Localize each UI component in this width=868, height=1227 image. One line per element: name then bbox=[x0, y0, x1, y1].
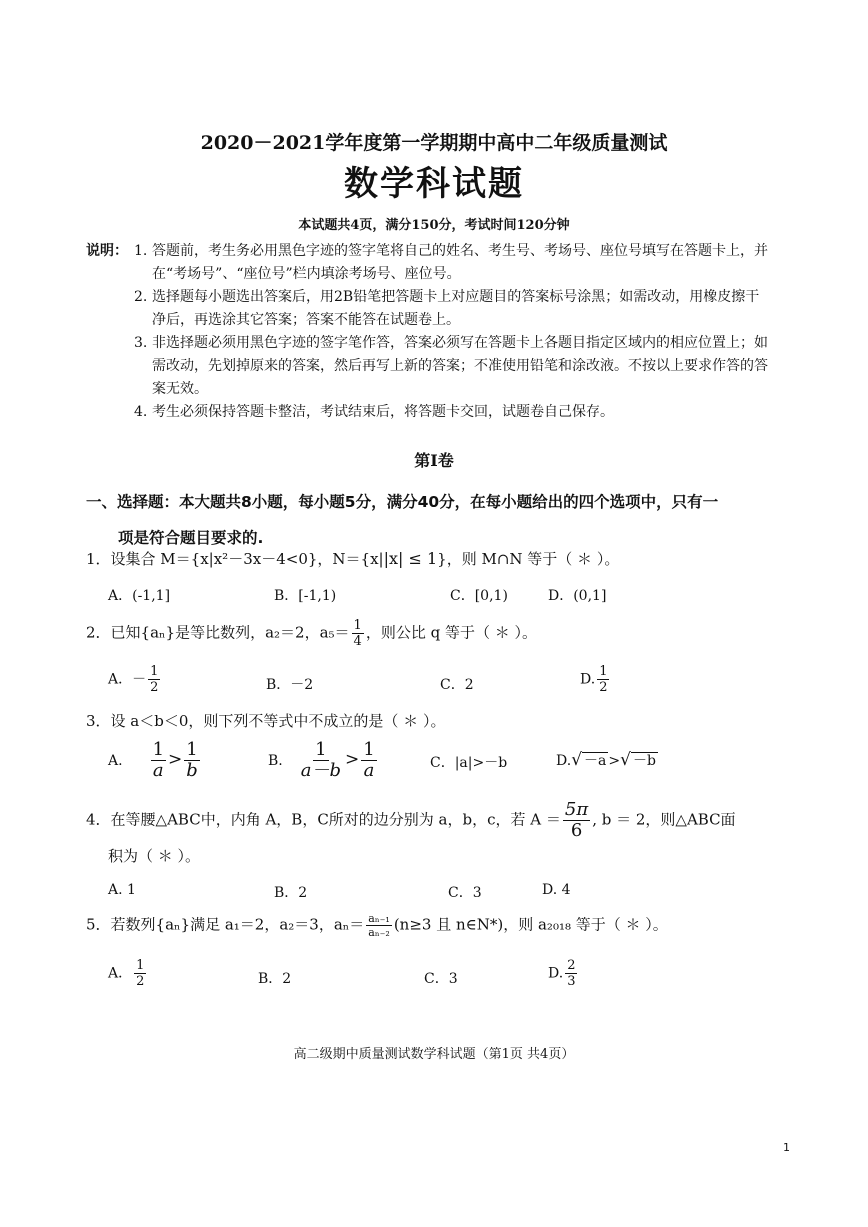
instructions-label: 说明： bbox=[86, 243, 128, 259]
q2-fraction bbox=[352, 618, 364, 649]
q2-option-c: C．2 bbox=[440, 677, 474, 693]
q5-fraction bbox=[366, 912, 392, 939]
operator: > bbox=[345, 749, 360, 770]
exam-header-line1: 2020－2021学年度第一学期期中高中二年级质量测试 bbox=[200, 132, 668, 154]
fraction-numerator: 1 bbox=[152, 739, 165, 760]
q1-stem-part: 1．设集合 M＝{x|x²－3x－4<0}，N＝{x| bbox=[86, 550, 384, 568]
instruction-number: 4. bbox=[134, 404, 148, 420]
option-label: A． bbox=[108, 965, 133, 982]
fraction-numerator: 1 bbox=[136, 958, 145, 973]
instruction-text: 考生必须保持答题卡整洁，考试结束后，将答题卡交回，试题卷自己保存。 bbox=[152, 404, 614, 420]
page-footer: 高二级期中质量测试数学科试题（第1页 共4页） bbox=[293, 1047, 575, 1062]
fraction-numerator: 1 bbox=[315, 739, 327, 760]
instruction-text: 非选择题必须用黑色字迹的签字笔作答，答案必须写在答题卡上各题目指定区域内的相应位置上；如需改动，先划掉原来的答案，然后再写上新的答案；不准使用铅笔和涂改液。不按以上要求作答的答案无效。 bbox=[152, 335, 768, 397]
option-fraction bbox=[299, 740, 343, 781]
q5-option-d bbox=[548, 958, 579, 989]
q5-stem-part: 5．若数列{aₙ}满足 a₁＝2，a₂＝3，aₙ＝ bbox=[86, 915, 365, 934]
operator: > bbox=[608, 753, 621, 769]
q4-option-d: D. 4 bbox=[542, 882, 571, 898]
page-number: 1 bbox=[783, 1141, 790, 1154]
q2-option-a bbox=[108, 664, 162, 695]
option-label: D. bbox=[556, 753, 572, 769]
option-fraction bbox=[184, 740, 200, 781]
option-fraction bbox=[148, 664, 160, 695]
q5-option-a bbox=[108, 958, 148, 989]
q1-option-d: D．(0,1] bbox=[548, 588, 607, 604]
fraction-denominator: 4 bbox=[353, 634, 362, 649]
fraction-denominator: a bbox=[152, 760, 164, 781]
option-fraction bbox=[151, 740, 166, 781]
fraction-denominator: 6 bbox=[570, 820, 583, 841]
q4-stem-part: 4．在等腰△ABC中，内角 A，B，C所对的边分别为 a，b，c，若 A ＝ bbox=[86, 810, 561, 829]
instruction-number: 2. bbox=[134, 289, 148, 305]
q4-option-c: C．3 bbox=[448, 885, 482, 901]
option-fraction bbox=[565, 958, 577, 989]
option-label: D. bbox=[548, 965, 564, 982]
exam-info: 本试题共4页，满分150分，考试时间120分钟 bbox=[298, 218, 570, 233]
question-3-stem: 3．设 a＜b＜0，则下列不等式中不成立的是（ ＊ ）。 bbox=[86, 712, 446, 730]
fraction-denominator: b bbox=[186, 760, 198, 781]
fraction-numerator: 5π bbox=[564, 799, 589, 820]
fraction-numerator: 1 bbox=[186, 739, 198, 760]
option-fraction bbox=[597, 664, 609, 695]
q3-option-d: D.√ －a >√ －b bbox=[556, 750, 656, 770]
q4-fraction bbox=[563, 800, 590, 841]
instruction-number: 1. bbox=[134, 243, 148, 259]
option-label: B. bbox=[268, 752, 283, 769]
instruction-text: 答题前，考生务必用黑色字迹的签字笔将自己的姓名、考生号、考场号、座位号填写在答题卡上，并在“考场号”、“座位号”栏内填涂考场号、座位号。 bbox=[152, 243, 768, 282]
fraction-denominator: 2 bbox=[136, 974, 145, 989]
instructions bbox=[86, 240, 772, 424]
section-heading bbox=[86, 484, 776, 556]
q3-option-c: C．|a|>－b bbox=[430, 755, 508, 771]
question-4-stem-cont: 积为（ ＊ ）。 bbox=[108, 847, 201, 865]
q4-stem-part: , b ＝ 2，则△ABC面 bbox=[592, 810, 736, 829]
section-heading-line2: 项是符合题目要求的. bbox=[118, 529, 264, 547]
q3-option-a bbox=[108, 740, 202, 781]
instruction-number: 3. bbox=[134, 335, 148, 351]
fraction-numerator: aₙ₋₁ bbox=[368, 912, 390, 925]
fraction-denominator: a－b bbox=[300, 760, 342, 781]
section-heading-line1: 一、选择题：本大题共8小题，每小题5分，满分40分，在每小题给出的四个选项中，只有一 bbox=[86, 493, 719, 511]
exam-title: 数学科试题 bbox=[344, 164, 524, 204]
q2-stem-part: ，则公比 q 等于（ ＊ ）。 bbox=[365, 623, 537, 642]
fraction-numerator: 1 bbox=[150, 664, 159, 679]
fraction-denominator: a bbox=[363, 760, 375, 781]
fraction-denominator: 3 bbox=[567, 974, 576, 989]
q5-option-c: C．3 bbox=[424, 971, 458, 987]
q1-option-a: A．(-1,1] bbox=[108, 588, 171, 604]
radicand: －b bbox=[632, 753, 656, 769]
fraction-numerator: 1 bbox=[353, 618, 362, 633]
question-2-stem bbox=[86, 618, 537, 649]
volume-heading: 第Ⅰ卷 bbox=[414, 451, 454, 470]
instruction-item bbox=[86, 401, 772, 424]
fraction-denominator: 2 bbox=[599, 680, 608, 695]
fraction-numerator: 2 bbox=[567, 958, 576, 973]
q1-abs-expr: |x| ≤ 1 bbox=[383, 549, 438, 568]
q5-stem-part: (n≥3 且 n∈N*)，则 a₂₀₁₈ 等于（ ＊ ）。 bbox=[393, 915, 668, 934]
option-fraction bbox=[134, 958, 146, 989]
operator: > bbox=[168, 749, 183, 770]
question-4-stem bbox=[86, 800, 736, 841]
q4-option-b: B．2 bbox=[274, 885, 308, 901]
instruction-item bbox=[86, 286, 772, 332]
q1-option-b: B．[-1,1) bbox=[274, 588, 337, 604]
q3-option-b bbox=[268, 740, 379, 781]
instruction-item bbox=[86, 332, 772, 401]
q1-stem-part: }，则 M∩N 等于（ ＊ ）。 bbox=[437, 550, 620, 568]
radicand: －a bbox=[584, 753, 607, 769]
question-5-stem bbox=[86, 912, 668, 939]
fraction-denominator: 2 bbox=[150, 680, 159, 695]
option-label: A. bbox=[108, 752, 123, 769]
fraction-denominator: aₙ₋₂ bbox=[368, 926, 390, 939]
instruction-text: 选择题每小题选出答案后，用2B铅笔把答题卡上对应题目的答案标号涂黑；如需改动，用橡皮擦干净后，再选涂其它答案；答案不能答在试题卷上。 bbox=[152, 289, 760, 328]
q2-stem-part: 2．已知{aₙ}是等比数列，a₂＝2，a₅＝ bbox=[86, 623, 350, 642]
q2-option-d bbox=[580, 664, 611, 695]
q4-option-a: A. 1 bbox=[108, 882, 136, 898]
instruction-item bbox=[86, 240, 772, 286]
q1-option-c: C．[0,1) bbox=[450, 588, 508, 604]
option-fraction bbox=[361, 740, 376, 781]
fraction-numerator: 1 bbox=[599, 664, 608, 679]
q5-option-b: B．2 bbox=[258, 971, 292, 987]
question-1-stem bbox=[86, 548, 619, 569]
option-label: D. bbox=[580, 671, 596, 688]
fraction-numerator: 1 bbox=[363, 739, 375, 760]
option-label: A．－ bbox=[108, 671, 147, 688]
q2-option-b: B．－2 bbox=[266, 677, 314, 693]
